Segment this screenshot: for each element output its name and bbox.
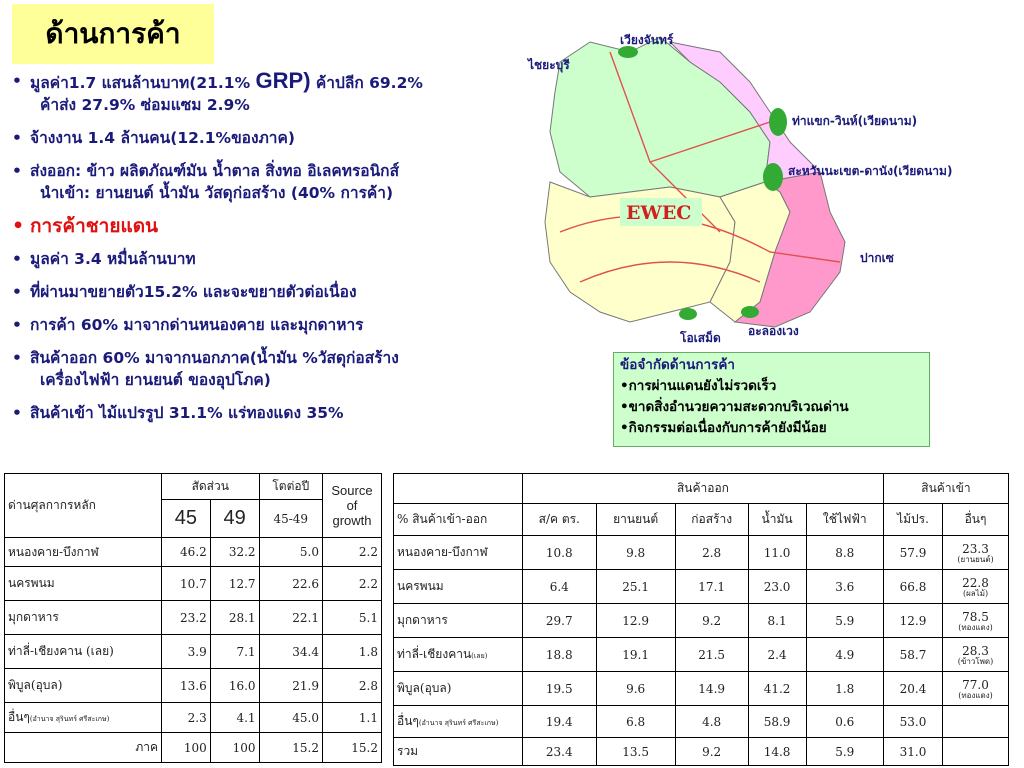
row-name-text: มุกดาหาร (8, 610, 59, 624)
cell-value: 46.2 (162, 538, 211, 567)
cell-value (596, 570, 675, 604)
region-north (550, 37, 770, 197)
header-growth: โตต่อปี (259, 474, 322, 500)
cell-value: 21.9 (259, 669, 322, 703)
cell-value: 7.1 (210, 635, 259, 669)
cell-value (943, 638, 1009, 672)
bullet-exports (6, 347, 566, 391)
cell-number: 14.9 (698, 681, 726, 696)
row-name (5, 733, 162, 763)
row-name (394, 604, 523, 638)
cell-value (943, 706, 1009, 738)
cell-value (883, 738, 942, 766)
cell-number: 31.0 (899, 744, 927, 759)
bullet-list (6, 70, 566, 435)
cell-value (523, 706, 597, 738)
cell-number: 21.5 (698, 647, 726, 662)
cell-value (748, 536, 806, 570)
row-name (5, 703, 162, 733)
header-blank (394, 474, 523, 504)
cell-number: 66.8 (899, 579, 927, 594)
table-row (394, 672, 1009, 706)
cell-value (806, 672, 883, 706)
header-pct: % สินค้าเข้า-ออก (394, 504, 523, 536)
cell-value (883, 536, 942, 570)
cell-value (748, 638, 806, 672)
cell-value: 13.6 (162, 669, 211, 703)
cell-note: (ยานยนต์) (957, 554, 994, 564)
cell-value (943, 738, 1009, 766)
cell-value (748, 738, 806, 766)
grp-text: GRP) (255, 68, 311, 93)
bullet-imports (6, 402, 566, 424)
bullet-trade-value (6, 70, 566, 116)
row-name-text: นครพนม (397, 579, 444, 593)
column-header: ไม้ปร. (883, 504, 942, 536)
row-name-note: (เลย) (471, 652, 488, 660)
row-name-note: (อำนาจ สุรินทร์ ศรีสะเกษ) (418, 719, 499, 727)
title-box (12, 4, 214, 64)
row-name-note: (อำนาจ สุรินทร์ ศรีสะเกษ) (29, 715, 110, 723)
cell-value (883, 706, 942, 738)
cell-number: 20.4 (899, 681, 927, 696)
cell-value: 15.2 (259, 733, 322, 763)
cell-number: 6.8 (626, 714, 646, 729)
label-sainyabuli: ไชยะบุรี (528, 58, 570, 72)
cell-number: 41.2 (763, 681, 791, 696)
cell-value: 22.6 (259, 567, 322, 601)
cell-value (943, 570, 1009, 604)
cell-note: (ทองแดง) (958, 690, 993, 700)
table-row (394, 570, 1009, 604)
cell-value: 16.0 (210, 669, 259, 703)
cell-number: 9.2 (702, 613, 722, 628)
cell-note: (ผลไม้) (962, 588, 989, 598)
cell-value (596, 536, 675, 570)
bullet-checkpoints (6, 314, 566, 336)
cell-number: 19.1 (622, 647, 649, 662)
cell-value: 32.2 (210, 538, 259, 567)
table-row (5, 601, 382, 635)
cell-number: 0.6 (835, 714, 855, 729)
bullet-text: การค้าชายแดน (30, 215, 159, 237)
row-name-text: อื่นๆ (397, 714, 419, 728)
row-name-text: หนองคาย-บึงกาฬ (397, 545, 488, 559)
cell-value: 28.1 (210, 601, 259, 635)
region-map (520, 22, 1024, 352)
row-name-text: ท่าลี่-เชียงคาน (เลย) (8, 644, 114, 658)
cell-number: 1.8 (835, 681, 855, 696)
cell-number: 12.9 (622, 613, 649, 628)
table-row (394, 638, 1009, 672)
cell-value: 1.8 (323, 635, 382, 669)
bullet-border-trade (6, 215, 566, 237)
cell-value (883, 638, 942, 672)
bullet-employment (6, 127, 566, 149)
cell-value (748, 570, 806, 604)
bullet-text-line2: นำเข้า: ยานยนต์ น้ำมัน วัสดุก่อสร้าง (40% การค้า) (40, 184, 394, 202)
row-name (394, 672, 523, 706)
cell-value (748, 604, 806, 638)
cell-value: 2.2 (323, 567, 382, 601)
row-name-text: หนองคาย-บึงกาฬ (8, 544, 99, 559)
cell-value (806, 638, 883, 672)
cell-value (596, 706, 675, 738)
bullet-text: สินค้าออก 60% มาจากนอกภาค(น้ำมัน %วัสดุก่อสร้าง (30, 349, 399, 367)
row-name (5, 635, 162, 669)
cell-number: 18.8 (545, 647, 573, 662)
cell-number: 23.3 (962, 541, 989, 556)
cell-value (675, 672, 748, 706)
spot-icon (679, 308, 697, 320)
row-name-text: พิบูล(อุบล) (397, 681, 452, 695)
cell-value (748, 706, 806, 738)
cell-number: 19.4 (545, 714, 573, 729)
bullet-text: มูลค่า1.7 แสนล้านบาท(21.1% (30, 74, 251, 92)
cell-value (523, 638, 597, 672)
cell-number: 8.1 (767, 613, 787, 628)
cell-number: 5.9 (835, 744, 855, 759)
cell-number: 4.9 (835, 647, 855, 662)
cell-number: 9.2 (702, 744, 722, 759)
limitation-item: •กิจกรรมต่อเนื่องกับการค้ายังมีน้อย (620, 420, 827, 436)
cell-value (675, 604, 748, 638)
row-name-text: อื่นๆ (8, 710, 30, 724)
cell-value (523, 738, 597, 766)
cell-number: 9.6 (626, 681, 646, 696)
table-row (5, 635, 382, 669)
table-row (394, 706, 1009, 738)
table-row (394, 604, 1009, 638)
table-row (5, 733, 382, 763)
table-row (5, 567, 382, 601)
cell-number: 11.0 (763, 545, 791, 560)
cell-number: 25.1 (622, 579, 649, 594)
cell-number: 8.8 (835, 545, 855, 560)
column-header: อื่นๆ (943, 504, 1009, 536)
checkpoint-share-table (4, 473, 382, 763)
cell-number: 9.8 (626, 545, 646, 560)
table-row (5, 538, 382, 567)
column-header: น้ำมัน (748, 504, 806, 536)
cell-number: 2.8 (702, 545, 722, 560)
row-name-text: มุกดาหาร (397, 613, 448, 627)
cell-value: 45.0 (259, 703, 322, 733)
cell-value (883, 672, 942, 706)
limitations-box (613, 352, 930, 447)
cell-value: 34.4 (259, 635, 322, 669)
header-import: สินค้าเข้า (883, 474, 1008, 504)
checkpoint-share-rows (5, 538, 382, 763)
cell-value: 3.9 (162, 635, 211, 669)
bullet-growth (6, 281, 566, 303)
cell-value (523, 536, 597, 570)
cell-value (806, 706, 883, 738)
label-pakse: ปากเซ (860, 251, 894, 265)
label-savannakhet: สะหวันนะเขต-ดานัง(เวียดนาม) (788, 164, 953, 178)
row-name-text: ภาค (135, 740, 158, 754)
header-export: สินค้าออก (523, 474, 884, 504)
cell-value (675, 570, 748, 604)
cell-value: 5.1 (323, 601, 382, 635)
column-header: ใช้ไฟฟ้า (806, 504, 883, 536)
cell-value (806, 738, 883, 766)
bullet-text: มูลค่า 3.4 หมื่นล้านบาท (30, 250, 196, 268)
cell-value: 2.8 (323, 669, 382, 703)
limitation-item: •การผ่านแดนยังไม่รวดเร็ว (620, 378, 777, 394)
column-header: ส/ค ตร. (523, 504, 597, 536)
cell-number: 23.4 (545, 744, 573, 759)
bullet-text: การค้า 60% มาจากด่านหนองคาย และมุกดาหาร (30, 316, 364, 334)
row-name (394, 536, 523, 570)
cell-value (943, 604, 1009, 638)
cell-value (675, 638, 748, 672)
bullet-text-line2: ค้าส่ง 27.9% ซ่อมแซม 2.9% (40, 96, 250, 114)
cell-number: 10.8 (545, 545, 573, 560)
label-oddar: โอเสม็ด (680, 331, 721, 345)
cell-number: 58.9 (763, 714, 791, 729)
spot-icon (741, 306, 759, 318)
bullet-border-value (6, 248, 566, 270)
cell-number: 28.3 (962, 643, 989, 658)
header-checkpoint: ด่านศุลกากรหลัก (5, 474, 162, 538)
cell-number: 22.8 (962, 575, 989, 590)
page-title: ด้านการค้า (45, 17, 181, 50)
cell-value (883, 604, 942, 638)
cell-value: 100 (210, 733, 259, 763)
cell-value (806, 604, 883, 638)
cell-number: 23.0 (763, 579, 791, 594)
cell-number: 58.7 (899, 647, 927, 662)
cell-number: 4.8 (702, 714, 722, 729)
label-vientiane: เวียงจันทร์ (620, 33, 674, 47)
table-row (394, 536, 1009, 570)
cell-value (943, 536, 1009, 570)
cell-value (596, 672, 675, 706)
header-years-45-49: 45-49 (259, 500, 322, 538)
cell-value (675, 738, 748, 766)
cell-value: 5.0 (259, 538, 322, 567)
cell-value (943, 672, 1009, 706)
cell-value: 12.7 (210, 567, 259, 601)
trade-goods-rows (394, 536, 1009, 766)
header-share: สัดส่วน (162, 474, 260, 500)
cell-number: 19.5 (545, 681, 573, 696)
label-along-veng: อะลองเวง (748, 324, 799, 338)
bullet-text: ส่งออก: ข้าว ผลิตภัณฑ์มัน น้ำตาล สิ่งทอ อิเลคทรอนิกส์ (30, 162, 400, 180)
table-row (394, 738, 1009, 766)
row-name (394, 738, 523, 766)
cell-value (806, 570, 883, 604)
cell-value: 2.3 (162, 703, 211, 733)
cell-value: 1.1 (323, 703, 382, 733)
spot-icon (769, 108, 787, 136)
map-regions (545, 37, 845, 327)
limitation-item: •ขาดสิ่งอำนวยความสะดวกบริเวณด่าน (620, 399, 849, 415)
cell-value: 100 (162, 733, 211, 763)
cell-value (883, 570, 942, 604)
cell-number: 12.9 (899, 613, 927, 628)
bullet-text: จ้างงาน 1.4 ล้านคน(12.1%ของภาค) (30, 129, 295, 147)
bullet-text-line2: เครื่องไฟฟ้า ยานยนต์ ของอุปโภค) (40, 371, 271, 389)
cell-number: 78.5 (962, 609, 989, 624)
bullet-text: สินค้าเข้า ไม้แปรรูป 31.1% แร่ทองแดง 35% (30, 404, 344, 422)
cell-number: 2.4 (767, 647, 787, 662)
row-name-text: พิบูล(อุบล) (8, 678, 63, 692)
cell-value: 22.1 (259, 601, 322, 635)
cell-number: 5.9 (835, 613, 855, 628)
cell-number: 17.1 (698, 579, 726, 594)
row-name (394, 570, 523, 604)
cell-number: 53.0 (899, 714, 927, 729)
cell-value (675, 706, 748, 738)
row-name (5, 538, 162, 567)
cell-value: 10.7 (162, 567, 211, 601)
cell-value: 23.2 (162, 601, 211, 635)
row-name (5, 601, 162, 635)
header-year-49: 49 (210, 500, 259, 538)
cell-number: 29.7 (545, 613, 573, 628)
header-year-45: 45 (162, 500, 211, 538)
spot-icon (618, 46, 638, 58)
cell-number: 6.4 (549, 579, 569, 594)
cell-number: 13.5 (622, 744, 649, 759)
bullet-text: ที่ผ่านมาขยายตัว15.2% และจะขยายตัวต่อเนื่อง (30, 283, 357, 301)
row-name (5, 669, 162, 703)
table-row (5, 669, 382, 703)
row-name-text: รวม (397, 744, 419, 758)
cell-value (523, 570, 597, 604)
column-header: ยานยนต์ (596, 504, 675, 536)
cell-value (675, 536, 748, 570)
row-name (394, 638, 523, 672)
cell-value (596, 738, 675, 766)
cell-value (523, 672, 597, 706)
trade-goods-table (393, 473, 1009, 766)
header-source: Source of growth (323, 474, 382, 538)
cell-value: 15.2 (323, 733, 382, 763)
cell-note: (ข้าวโพด) (957, 656, 994, 666)
row-name (5, 567, 162, 601)
limitations-heading: ข้อจำกัดด้านการค้า (620, 357, 735, 373)
cell-number: 57.9 (899, 545, 927, 560)
bullet-text: ค้าปลีก 69.2% (315, 74, 423, 92)
table-row (5, 703, 382, 733)
bullet-export-import (6, 160, 566, 204)
cell-note: (ทองแดง) (958, 622, 993, 632)
column-header: ก่อสร้าง (675, 504, 748, 536)
cell-value (748, 672, 806, 706)
label-thakhek: ท่าแขก-วินห์(เวียดนาม) (792, 114, 918, 128)
row-name-text: ท่าลี่-เชียงคาน (397, 647, 472, 661)
cell-value: 4.1 (210, 703, 259, 733)
row-name (394, 706, 523, 738)
cell-value: 2.2 (323, 538, 382, 567)
cell-value (596, 604, 675, 638)
cell-number: 3.6 (835, 579, 855, 594)
cell-value (596, 638, 675, 672)
cell-value (806, 536, 883, 570)
cell-number: 77.0 (962, 677, 989, 692)
spot-icon (763, 163, 783, 191)
cell-value (523, 604, 597, 638)
label-ewec: EWEC (626, 202, 692, 224)
row-name-text: นครพนม (8, 576, 55, 590)
cell-number: 14.8 (763, 744, 791, 759)
